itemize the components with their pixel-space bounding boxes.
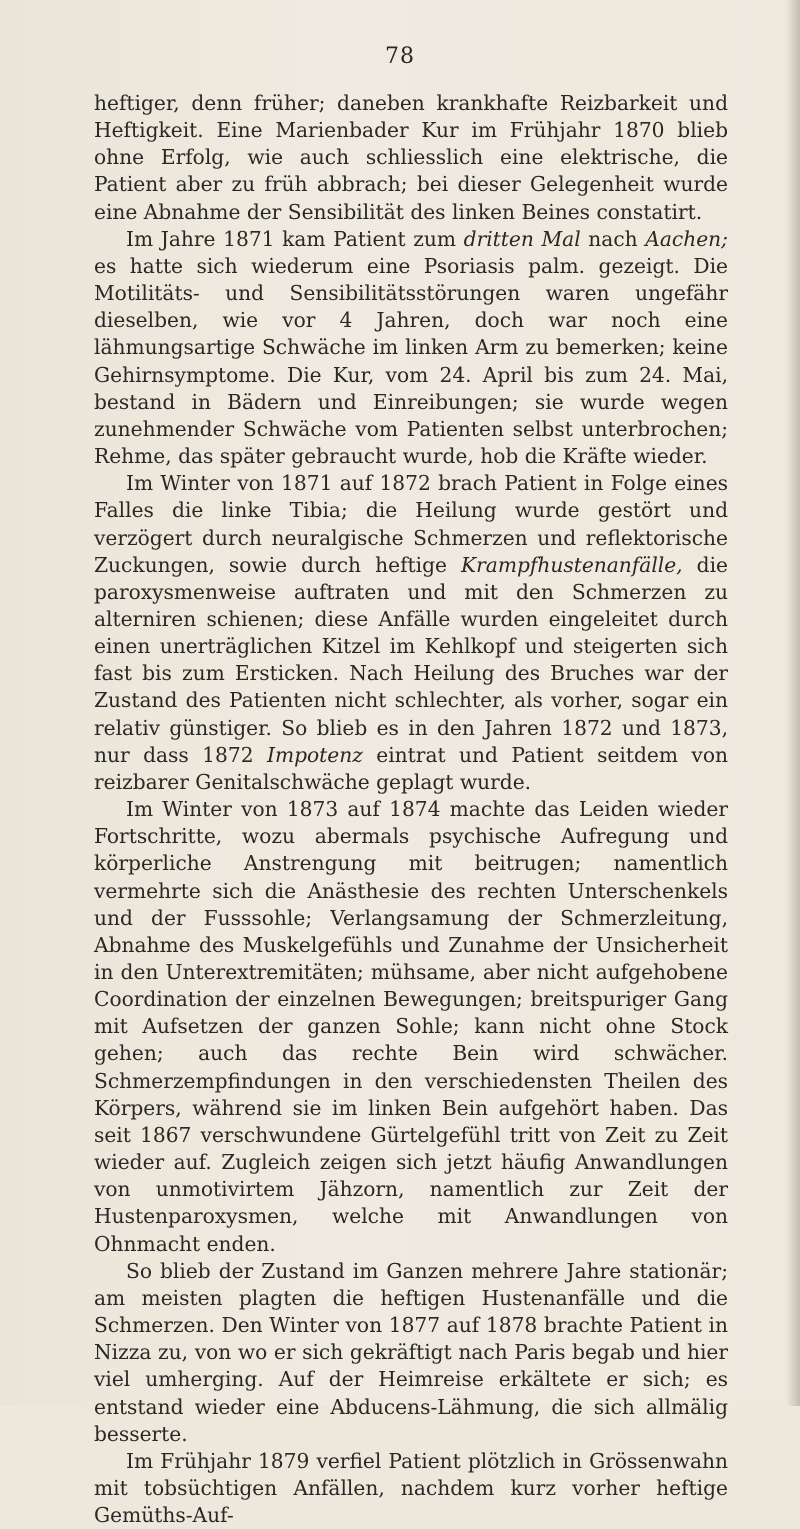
page-edge-shadow [786,0,800,1406]
text-run: eintrat und Patient seitdem von reizbarer Genitalschwäche geplagt wurde. [94,742,728,794]
emphasized-text: Aachen; [645,226,728,251]
text-run: Im Jahre 1871 kam Patient zum [126,226,464,251]
page-number: 78 [385,44,415,69]
emphasized-text: Impotenz [266,742,363,767]
text-run: die paroxysmenweise auftraten und mit den Schmerzen zu alterniren schienen; diese Anfälle wurden eingeleitet durch einen unerträglichen Kitzel im Kehlkopf und steigerten sich fast bis zum Ersticken. Nach Heilung des Bruches war der Zustand des Patienten nicht schlechter, als vorher, sogar ein relativ günstiger. So blieb es in den Jahren 1872 und 1873, nur dass 1872 [94,552,728,767]
text-run: heftiger, denn früher; daneben krankhafte Reizbarkeit und Heftigkeit. Eine Marienbader Kur im Frühjahr 1870 blieb ohne Erfolg, wie auch schliesslich eine elektrische, die Patient aber zu früh abbrach; bei dieser Gelegenheit wurde eine Abnahme der Sensibilität des linken Beines constatirt. [94,91,728,224]
paragraph [94,90,728,226]
paragraph [94,1448,728,1529]
paragraph [94,226,728,470]
paragraph [94,470,728,796]
paragraph [94,1258,728,1448]
text-run: So blieb der Zustand im Ganzen mehrere Jahre stationär; am meisten plagten die heftigen Hustenanfälle und die Schmerzen. Den Winter von 1877 auf 1878 brachte Patient in Nizza zu, von wo er sich gekräftigt nach Paris begab und hier viel umherging. Auf der Heimreise erkältete er sich; es entstand wieder eine Abducens-Lähmung, die sich allmälig besserte. [94,1258,728,1446]
emphasized-text: dritten Mal [463,226,581,251]
text-run: es hatte sich wiederum eine Psoriasis palm. gezeigt. Die Motilitäts- und Sensibilitätsstörungen waren ungefähr dieselben, wie vor 4 Jahren, doch war noch eine lähmungsartige Schwäche im linken Arm zu bemerken; keine Gehirnsymptome. Die Kur, vom 24. April bis zum 24. Mai, bestand in Bädern und Einreibungen; sie wurde wegen zunehmender Schwäche vom Patienten selbst unterbrochen; Rehme, das später gebraucht wurde, hob die Kräfte wieder. [94,253,728,469]
text-run: Im Frühjahr 1879 verfiel Patient plötzlich in Grössenwahn mit tobsüchtigen Anfällen, nachdem kurz vorher heftige Gemüths-Auf- [94,1448,728,1528]
paragraph [94,796,728,1258]
text-run: nach [580,226,646,251]
body-text [94,90,728,1529]
emphasized-text: Krampfhustenanfälle, [461,552,683,577]
text-run: Im Winter von 1873 auf 1874 machte das Leiden wieder Fortschritte, wozu abermals psychische Aufregung und körperliche Anstrengung mit beitrugen; namentlich vermehrte sich die Anästhesie des rechten Unterschenkels und der Fusssohle; Verlangsamung der Schmerzleitung, Abnahme des Muskelgefühls und Zunahme der Unsicherheit in den Unterextremitäten; mühsame, aber nicht aufgehobene Coordination der einzelnen Bewegungen; breitspuriger Gang mit Aufsetzen der ganzen Sohle; kann nicht ohne Stock gehen; auch das rechte Bein wird schwächer. Schmerzempfindungen in den verschiedensten Theilen des Körpers, während sie im linken Bein aufgehört haben. Das seit 1867 verschwundene Gürtelgefühl tritt von Zeit zu Zeit wieder auf. Zugleich zeigen sich jetzt häufig Anwandlungen von unmotivirtem Jähzorn, namentlich zur Zeit der Hustenparoxysmen, welche mit Anwandlungen von Ohnmacht enden. [94,797,728,1256]
text-run: Im Winter von 1871 auf 1872 brach Patient in Folge eines Falles die linke Tibia; die Heilung wurde gestört und verzögert durch neuralgische Schmerzen und reflektorische Zuckungen, sowie durch heftige [94,471,728,577]
